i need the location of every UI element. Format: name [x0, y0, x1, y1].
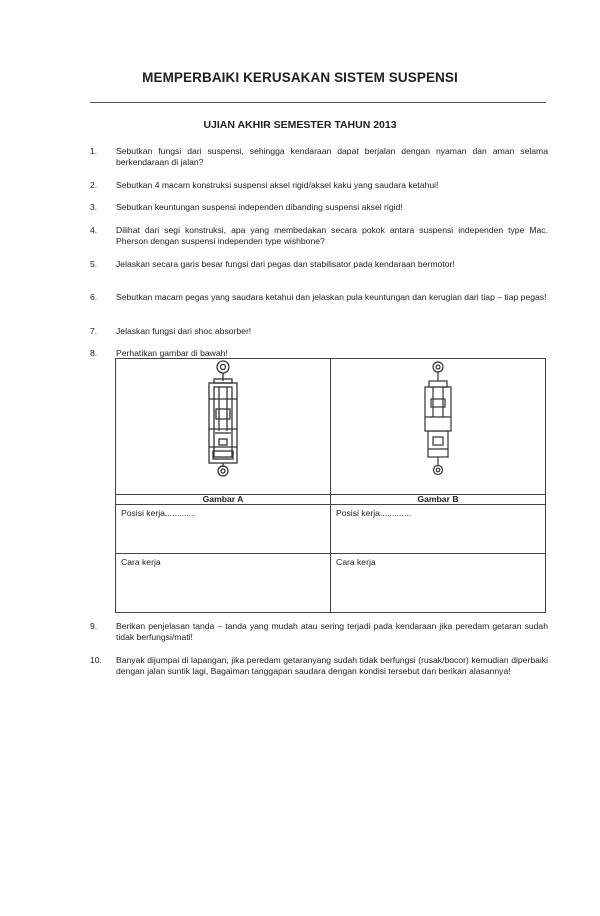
question-item — [90, 259, 548, 270]
figure-a-cell — [116, 359, 331, 495]
cara-kerja-b-field: Cara kerja — [331, 554, 546, 613]
cara-kerja-a-field: Cara kerja — [116, 554, 331, 613]
figure-b-caption: Gambar B — [331, 495, 546, 505]
figure-a-caption: Gambar A — [116, 495, 331, 505]
question-item — [90, 326, 548, 337]
question-number: 7. — [90, 326, 98, 336]
question-text: Jelaskan fungsi dari shoc absorber! — [116, 326, 252, 336]
question-text: Perhatikan gambar di bawah! — [116, 348, 228, 358]
question-text: Sebutkan keuntungan suspensi independen dibanding suspensi aksel rigid! — [116, 202, 403, 212]
question-text: Berikan penjelasan tanda – tanda yang mudah atau sering terjadi pada kendaraan jika peredam getaran sudah tidak berfungsi/mati! — [116, 621, 548, 642]
posisi-kerja-a-field: Posisi kerja............. — [116, 505, 331, 554]
question-text: Sebutkan macam pegas yang saudara ketahui dan jelaskan pula keuntungan dan kerugian dari tiap – tiap pegas! — [116, 292, 547, 302]
figure-b-cell — [331, 359, 546, 495]
question-number: 2. — [90, 180, 98, 190]
question-item — [90, 146, 548, 168]
shock-absorber-a-illustration — [193, 359, 253, 477]
title-divider — [90, 102, 546, 103]
question-text: Sebutkan 4 macam konstruksi suspensi aksel rigid/aksel kaku yang saudara ketahui! — [116, 180, 439, 190]
question-number: 1. — [90, 146, 98, 156]
question-number: 3. — [90, 202, 98, 212]
figure-table — [115, 358, 546, 613]
question-item — [90, 225, 548, 247]
shock-absorber-b-illustration — [413, 359, 463, 477]
posisi-kerja-b-field: Posisi kerja............. — [331, 505, 546, 554]
question-number: 6. — [90, 292, 98, 302]
question-item — [90, 621, 548, 643]
question-number: 4. — [90, 225, 98, 235]
question-text: Jelaskan secara garis besar fungsi dari pegas dan stabilisator pada kendaraan bermotor! — [116, 259, 455, 269]
question-number: 9. — [90, 621, 98, 631]
question-number: 8. — [90, 348, 98, 358]
question-text: Banyak dijumpai di lapangan, jika peredam getaranyang sudah tidak berfungsi (rusak/bocor) kemudian diperbaiki dengan jalan suntik lagi, Bagaiman tanggapan saudara dengan kondisi tersebut dan berikan alasannya! — [116, 655, 548, 676]
question-item — [90, 292, 548, 303]
question-item — [90, 202, 548, 213]
question-text: Sebutkan fungsi dari suspensi, sehingga kendaraan dapat berjalan dengan nyaman dan aman selama berkendaraan di jalan? — [116, 146, 548, 167]
document-title: MEMPERBAIKI KERUSAKAN SISTEM SUSPENSI — [142, 70, 458, 85]
question-text: Dilihat dari segi konstruksi, apa yang membedakan secara pokok antara suspensi independen type Mac. Pherson dengan suspensi independen type wishbone? — [116, 225, 548, 246]
question-item — [90, 655, 548, 677]
question-number: 10. — [90, 655, 102, 665]
question-number: 5. — [90, 259, 98, 269]
question-item — [90, 180, 548, 191]
exam-subtitle: UJIAN AKHIR SEMESTER TAHUN 2013 — [203, 119, 397, 131]
